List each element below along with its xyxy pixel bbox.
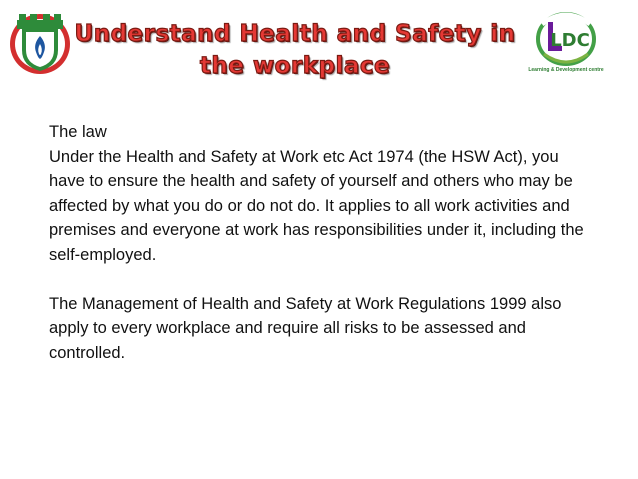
crest-logo-icon <box>8 8 72 78</box>
paragraph-regulations: The Management of Health and Safety at Work Regulations 1999 also apply to every workplace and require all risks to be assessed and controlled. <box>49 294 562 362</box>
ldc-logo-caption: Learning & Development centre <box>528 67 604 73</box>
page-title <box>72 18 518 82</box>
paragraph-gap <box>49 267 589 292</box>
ldc-logo-mark: LDC <box>550 30 590 51</box>
ldc-logo-icon <box>520 10 612 80</box>
section-heading: The law <box>49 123 107 141</box>
body-text <box>49 120 589 365</box>
title-line-2: the workplace <box>199 53 391 79</box>
title-line-1: Understand Health and Safety in <box>74 21 516 47</box>
paragraph-law: Under the Health and Safety at Work etc Act 1974 (the HSW Act), you have to ensure the health and safety of yourself and others who may be affected by what you do or do not do. It applies to all work activities and premises and everyone at work has responsibilities under it, including the self-employed. <box>49 147 584 264</box>
